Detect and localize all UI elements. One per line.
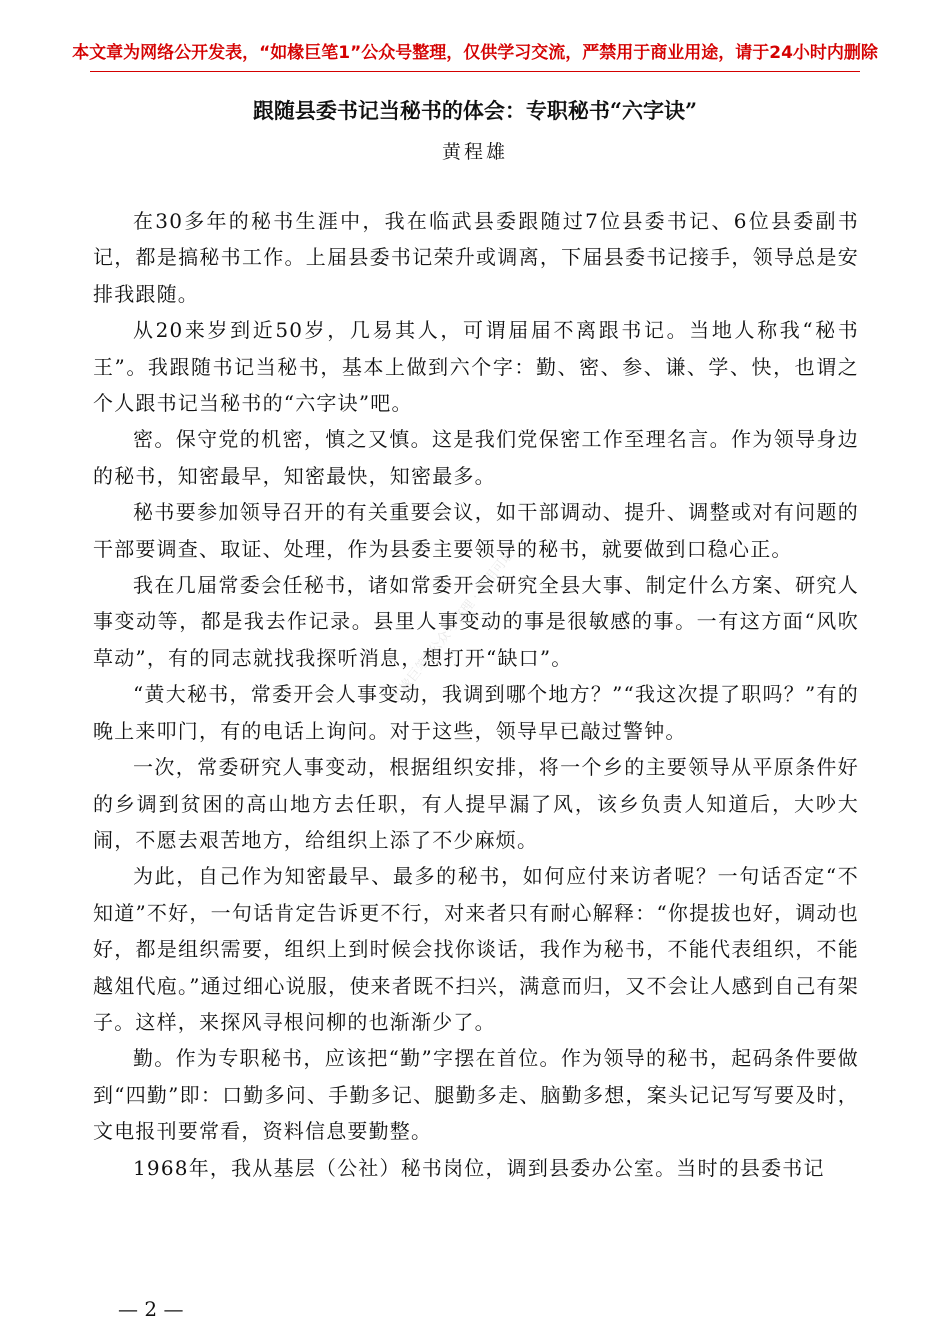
paragraph-7: 一次，常委研究人事变动，根据组织安排，将一个乡的主要领导从平原条件好的乡调到贫困的高山地方去任职，有人提早漏了风，该乡负责人知道后，大吵大闹，不愿去艰苦地方，给组织上添了不少麻烦。 — [93, 755, 859, 852]
article-title: 跟随县委书记当秘书的体会：专职秘书“六字诀” — [252, 98, 698, 123]
paragraph-4: 秘书要参加领导召开的有关重要会议，如干部调动、提升、调整或对有问题的干部要调查、取证、处理，作为县委主要领导的秘书，就要做到口稳心正。 — [93, 500, 859, 561]
paragraph-2: 从20来岁到近50岁，几易其人，可谓届届不离跟书记。当地人称我“秘书王”。我跟随书记当秘书，基本上做到六个字：勤、密、参、谦、学、快，也谓之个人跟书记当秘书的“六字诀”吧。 — [93, 318, 859, 416]
paragraph-8: 为此，自己作为知密最早、最多的秘书，如何应付来访者呢？一句话否定“不知道”不好，一句话肯定告诉更不行，对来者只有耐心解释：“你提拔也好，调动也好，都是组织需要，组织上到时候会找你谈话，我作为秘书，不能代表组织，不能越俎代庖。”通过细心说服，使来者既不扫兴，满意而归，又不会让人感到自己有架子。这样，来探风寻根问柳的也渐渐少了。 — [93, 864, 859, 1034]
header-divider — [90, 71, 860, 72]
page-number: — 2 — — [118, 1297, 184, 1321]
watermark: 如椽巨笔1公众号整理 · 盗用可耻 — [389, 546, 518, 706]
paragraph-6: “黄大秘书，常委开会人事变动，我调到哪个地方？”“我这次提了职吗？”有的晚上来叩门，有的电话上询问。对于这些，领导早已敲过警钟。 — [93, 682, 859, 743]
paragraph-3: 密。保守党的机密，慎之又慎。这是我们党保密工作至理名言。作为领导身边的秘书，知密最早，知密最快，知密最多。 — [93, 427, 859, 488]
paragraph-10: 1968年，我从基层（公社）秘书岗位，调到县委办公室。当时的县委书记 — [133, 1155, 825, 1180]
paragraph-5: 我在几届常委会任秘书，诸如常委开会研究全县大事、制定什么方案、研究人事变动等，都是我去作记录。县里人事变动的事是很敏感的事。一有这方面“风吹草动”，有的同志就找我探听消息，想打开“缺口”。 — [93, 573, 859, 670]
paragraph-9: 勤。作为专职秘书，应该把“勤”字摆在首位。作为领导的秘书，起码条件要做到“四勤”即：口勤多问、手勤多记、腿勤多走、脑勤多想，案头记记写写要及时，文电报刊要常看，资料信息要勤整。 — [93, 1046, 859, 1144]
article-body — [93, 203, 859, 1186]
copyright-notice: 本文章为网络公开发表，“如椽巨笔1”公众号整理，仅供学习交流，严禁用于商业用途，请于24小时内删除 — [72, 43, 878, 63]
article-author: 黄程雄 — [441, 141, 508, 163]
paragraph-1: 在30多年的秘书生涯中，我在临武县委跟随过7位县委书记、6位县委副书记，都是搞秘书工作。上届县委书记荣升或调离，下届县委书记接手，领导总是安排我跟随。 — [93, 209, 859, 306]
